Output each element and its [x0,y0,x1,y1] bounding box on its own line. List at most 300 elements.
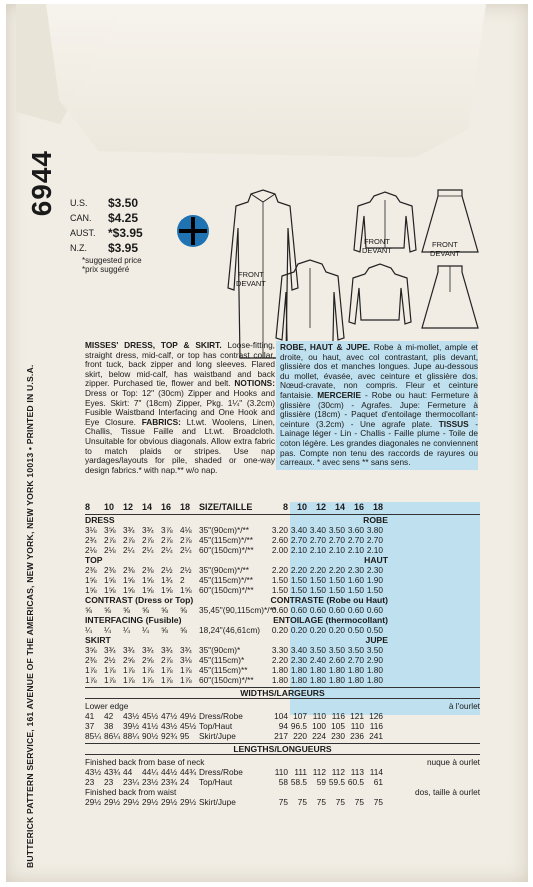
cell-metric: 2.10 [328,545,345,555]
section-title-en: SKIRT [85,635,111,645]
table-row [85,605,480,615]
cell-metric: 1.50 [271,585,288,595]
cell-metric: 2.20 [328,565,345,575]
cell-metric: 2.00 [271,545,288,555]
cell-metric: 0.20 [328,625,345,635]
cell-imperial: ⅝ [180,605,187,615]
cell-imperial: 3¾ [142,525,154,535]
table-row [85,585,480,595]
cell-imperial: 2½ [180,565,192,575]
table-row [85,625,480,635]
skirt-back-sketch [420,262,480,332]
cell-metric: 1.50 [328,575,345,585]
cell-metric: 1.80 [328,665,345,675]
cell-imperial: ⅝ [161,625,168,635]
front-label-dress: FRONT DEVANT [236,270,266,288]
cell-metric: 1.80 [366,675,383,685]
cell-metric: 3.50 [347,645,364,655]
cell-metric: 75 [354,797,364,807]
cell-metric: 59 [316,777,326,787]
cell-width-label: Top/Haut [199,777,233,787]
cell-width-label: 35"(90cm)* [199,645,241,655]
cell-width-label: Dress/Robe [199,767,243,777]
cell-metric: 1.50 [271,575,288,585]
cell-metric: 2.60 [328,655,345,665]
table-row [85,545,480,555]
cell-imperial: 23¼ [123,777,140,787]
cell-metric: 2.10 [290,545,307,555]
cell-metric: 3.80 [366,525,383,535]
cell-width-label: 35"(90cm)*/** [199,565,249,575]
cell-metric: 1.50 [309,575,326,585]
cell-imperial: 1⅞ [123,665,135,675]
section-title [85,555,480,565]
cell-imperial: ¼ [104,625,111,635]
cell-metric: 3.60 [347,525,364,535]
cell-metric: 121 [350,711,364,721]
cell-width-label: 45"(115cm)* [199,655,245,665]
table-row [85,711,480,721]
cell-metric: 2.30 [290,655,307,665]
size-label: 10 [104,502,115,512]
table-row [85,777,480,787]
price-row: N.Z. $3.95 [70,241,139,255]
cell-imperial: 2¼ [123,545,135,555]
section-title [85,615,480,625]
cell-imperial: 4⅛ [180,525,192,535]
cell-metric: 3.50 [328,525,345,535]
cell-metric: 0.50 [366,625,383,635]
cell-width-label: 45"(115cm)** [199,665,248,675]
size-header-row [85,502,480,515]
cell-imperial: 2⅞ [161,535,173,545]
cell-imperial: 2¼ [142,545,154,555]
cell-imperial: 2¾ [85,535,97,545]
cell-metric: 114 [369,767,383,777]
cell-imperial: 2⅛ [104,545,116,555]
price-note-en: *suggested price [82,256,142,265]
cell-width-label: 60"(150cm)*/** [199,675,254,685]
cell-metric: 2.30 [347,565,364,575]
cell-imperial: ¼ [123,625,130,635]
cell-imperial: 29½ [104,797,121,807]
cell-metric: 1.50 [290,575,307,585]
cell-imperial: 1¾ [161,575,173,585]
description-french: ROBE, HAUT & JUPE. Robe à mi-mollet, ample et droite, ou haut, avec col contrastant, plis devant, glissière dos et manches longues. Jupe au-dessous du mollet, évasée, avec ceinture et glissière dos. Nœud-cravate, non compris. Fleur et ceinture fantaisie. MERCERIE - Robe ou haut: Fermeture à glissière (30cm) - Agrafes. Jupe: Fermeture à glissière (18cm) - Paquet d'entoilage thermocollant-ceinture (3.2cm) - Une agrafe plate. TISSUS - Lainage léger - Lin - Challis - Faille plume - Toile de coton légère. Les grandes diagonales ne conviennent pas. Compte non tenu des raccords de rayures ou carreaux. * avec sens ** sans sens. [276,341,478,470]
size-label: 14 [334,502,345,512]
table-row [85,797,480,807]
cell-imperial: 2⅛ [85,545,97,555]
cell-metric: 2.70 [347,655,364,665]
cell-imperial: ⅝ [161,605,168,615]
cell-metric: 0.60 [309,605,326,615]
cell-width-label: 60"(150cm)*/** [199,545,254,555]
cell-imperial: 29½ [180,797,197,807]
cell-imperial: 2¼ [161,545,173,555]
lengths-subheader [85,757,480,767]
cell-metric: 112 [312,767,326,777]
table-row [85,565,480,575]
cell-imperial: 2⅜ [123,565,135,575]
cell-width-label: Skirt/Jupe [199,797,236,807]
cell-imperial: 44½ [161,767,178,777]
cell-metric: 217 [274,731,288,741]
cell-metric: 111 [294,767,307,777]
section-title-fr: ENTOILAGE (thermocollant) [273,615,388,625]
table-row [85,655,480,665]
cell-metric: 3.50 [366,645,383,655]
cell-metric: 1.50 [328,585,345,595]
cell-imperial: 44¼ [142,767,159,777]
lengths-sub-en: Finished back from base of neck [85,757,205,767]
cell-imperial: 1⅝ [85,585,97,595]
cell-imperial: 29½ [161,797,178,807]
cell-metric: 2.60 [271,535,288,545]
publisher-line: BUTTERICK PATTERN SERVICE, 161 AVENUE OF THE AMERICAS, NEW YORK, NEW YORK 10013 • PRINTED IN U.S.A. [25,364,35,868]
section-title-en: DRESS [85,515,115,525]
cell-metric: 236 [350,731,364,741]
cell-imperial: 1⅝ [180,585,192,595]
cell-imperial: ⅝ [180,625,187,635]
cell-metric: 0.20 [271,625,288,635]
size-label: 16 [161,502,172,512]
lengths-subheader [85,787,480,797]
section-title [85,595,480,605]
cell-imperial: 1⅞ [104,675,116,685]
cell-metric: 3.20 [271,525,288,535]
section-title-en: INTERFACING (Fusible) [85,615,182,625]
cell-metric: 2.20 [271,655,288,665]
cell-imperial: ⅝ [123,605,130,615]
cell-metric: 224 [312,731,326,741]
size-label: 16 [353,502,364,512]
cell-imperial: 2⅝ [142,655,154,665]
price-list [70,196,143,274]
section-title-en: TOP [85,555,103,565]
cell-imperial: 23¾ [161,777,178,787]
cell-imperial: 45½ [142,711,159,721]
cell-imperial: 42 [104,711,114,721]
cell-metric: 75 [316,797,326,807]
cell-width-label: 18,24"(46,61cm) [199,625,261,635]
price-row: CAN. $4.25 [70,211,139,225]
lengths-sub-en: Finished back from waist [85,787,177,797]
cell-imperial: 1⅞ [180,665,192,675]
table-row [85,731,480,741]
cell-metric: 116 [369,721,383,731]
cell-metric: 0.60 [290,605,307,615]
cell-metric: 60.5 [347,777,364,787]
cell-metric: 110 [274,767,288,777]
front-label-top: FRONT DEVANT [362,237,392,255]
cell-imperial: 95 [180,731,190,741]
cell-metric: 105 [331,721,345,731]
cell-imperial: 43½ [161,721,178,731]
front-label-skirt: FRONT DEVANT [430,240,460,258]
cell-metric: 2.40 [309,655,326,665]
cell-metric: 0.60 [271,605,288,615]
cell-imperial: 45½ [180,721,197,731]
cell-imperial: 41½ [142,721,159,731]
cell-imperial: 3⅞ [161,525,173,535]
widths-subheader [85,701,480,711]
cell-imperial: 3¾ [161,645,173,655]
cell-imperial: 2⅞ [104,535,116,545]
cell-imperial: 2⅞ [123,535,135,545]
cell-imperial: 2⅜ [85,655,97,665]
cell-metric: 2.10 [366,545,383,555]
cell-imperial: 29½ [142,797,159,807]
cell-imperial: 1⅞ [104,665,116,675]
cell-metric: 1.80 [328,675,345,685]
cell-imperial: 2⅜ [104,565,116,575]
cell-metric: 113 [350,767,364,777]
cell-metric: 2.70 [290,535,307,545]
cell-imperial: 2 [180,575,185,585]
cell-imperial: 47½ [161,711,178,721]
cell-metric: 3.50 [328,645,345,655]
cell-metric: 75 [373,797,383,807]
cell-metric: 1.50 [309,585,326,595]
cell-metric: 116 [331,711,345,721]
cell-imperial: ⅝ [142,605,149,615]
cell-metric: 241 [369,731,383,741]
cell-metric: 3.30 [271,645,288,655]
cell-imperial: 85¼ [85,731,102,741]
section-title [85,515,480,525]
cell-imperial: 44¾ [180,767,197,777]
size-label: 10 [296,502,307,512]
cell-imperial: 2⅝ [123,655,135,665]
cell-imperial: 41 [85,711,95,721]
cell-width-label: 45"(115cm)*/** [199,575,253,585]
cell-metric: 75 [278,797,288,807]
cell-imperial: 2⅞ [180,535,192,545]
cell-imperial: 2⅜ [85,565,97,575]
cell-metric: 58 [278,777,288,787]
cell-imperial: 23 [85,777,95,787]
cell-metric: 3.40 [290,645,307,655]
table-row [85,575,480,585]
cell-imperial: 49½ [180,711,197,721]
cell-metric: 2.20 [309,565,326,575]
cell-imperial: 86¼ [104,731,121,741]
table-row [85,535,480,545]
cell-metric: 94 [278,721,288,731]
cell-imperial: 90½ [142,731,159,741]
cell-metric: 2.20 [290,565,307,575]
cell-metric: 75 [297,797,307,807]
size-label: 18 [372,502,383,512]
cell-metric: 1.60 [347,575,364,585]
price-note-fr: *prix suggéré [82,265,130,274]
size-label: 12 [123,502,134,512]
cell-metric: 75 [335,797,345,807]
cell-metric: 3.40 [290,525,307,535]
cell-imperial: 2⅜ [142,565,154,575]
cell-imperial: 3⅛ [180,655,192,665]
cell-metric: 0.60 [347,605,364,615]
cell-metric: 1.80 [309,665,326,675]
cell-metric: 0.20 [309,625,326,635]
cell-width-label: 35,45"(90,115cm)*/** [199,605,277,615]
cell-metric: 230 [331,731,345,741]
cell-metric: 1.80 [309,675,326,685]
description-english: MISSES' DRESS, TOP & SKIRT. Loose-fitting, straight dress, mid-calf, or top has contrast collar, front tuck, back zipper and long sleeves. Flared skirt, below mid-calf, has waistband and back zipper. Purchased tie, flower and belt. NOTIONS: Dress or Top: 12" (30cm) Zipper and Hooks and Eyes. Skirt: 7" (18cm) Zipper, Pkg. 1¼" (3.2cm) Fusible Waistband Interfacing and One Hook and Eye Closure. FABRICS: Lt.wt. Woolens, Linen, Challis, Tissue Faille and Lt.wt. Broadcloth. Unsuitable for obvious diagonals. Allow extra fabric to match plaids or stripes. Use nap yardages/layouts for pile, shaded or one-way design fabrics.* with nap.** w/o nap. [85,340,275,475]
cell-metric: 1.80 [271,665,288,675]
size-title: SIZE/TAILLE [199,502,253,512]
cell-imperial: 24 [180,777,190,787]
cell-metric: 59.5 [328,777,345,787]
cell-imperial: 2⅞ [161,655,173,665]
cell-metric: 1.80 [290,665,307,675]
cell-metric: 3.50 [309,645,326,655]
cell-metric: 1.80 [347,665,364,675]
cell-metric: 1.80 [366,665,383,675]
cell-imperial: 92¾ [161,731,178,741]
cell-imperial: ⅝ [85,605,92,615]
envelope-top-flap [46,4,486,164]
cell-metric: 2.70 [347,535,364,545]
cell-imperial: 2⅞ [142,535,154,545]
cell-width-label: 35"(90cm)*/** [199,525,249,535]
cell-metric: 0.60 [328,605,345,615]
cell-width-label: 60"(150cm)*/** [199,585,254,595]
size-label: 8 [85,502,91,512]
cell-imperial: 1⅞ [180,675,192,685]
lengths-sub-fr: nuque à ourlet [426,757,480,767]
lengths-sub-fr: dos, taille à ourlet [414,787,480,797]
cell-imperial: 2½ [104,655,116,665]
cell-metric: 58.5 [290,777,307,787]
cell-imperial: 3¾ [123,645,135,655]
cell-imperial: 3¾ [142,645,154,655]
cell-imperial: 1⅝ [123,575,135,585]
cell-imperial: 3⅝ [104,525,116,535]
size-label: 14 [142,502,153,512]
cell-metric: 0.60 [366,605,383,615]
cell-metric: 1.80 [347,675,364,685]
price-row: U.S. $3.50 [70,196,139,210]
cell-imperial: 3¾ [123,525,135,535]
cell-imperial: 37 [85,721,95,731]
cell-imperial: 39½ [123,721,140,731]
cell-metric: 1.50 [366,585,383,595]
section-title-fr: CONTRASTE (Robe ou Haut) [270,595,388,605]
table-row [85,525,480,535]
cell-metric: 1.50 [347,585,364,595]
cell-metric: 1.80 [290,675,307,685]
table-row [85,675,480,685]
table-row [85,645,480,655]
cell-metric: 2.70 [366,535,383,545]
cell-metric: 61 [373,777,383,787]
cell-width-label: Dress/Robe [199,711,243,721]
cell-imperial: 1⅝ [161,585,173,595]
cell-width-label: 45"(115cm)*/** [199,535,253,545]
cell-imperial: 23 [104,777,114,787]
cell-imperial: 2½ [161,565,173,575]
cell-imperial: 1⅝ [123,585,135,595]
cell-imperial: 1⅞ [161,675,173,685]
cell-imperial: 1⅞ [142,675,154,685]
cell-metric: 107 [293,711,307,721]
cell-metric: 2.10 [309,545,326,555]
table-row [85,665,480,675]
cell-imperial: 43½ [85,767,102,777]
cell-metric: 2.20 [271,565,288,575]
table-row [85,721,480,731]
cell-metric: 3.40 [309,525,326,535]
cell-imperial: ¼ [85,625,92,635]
cell-metric: 2.10 [347,545,364,555]
cell-imperial: 43¾ [104,767,121,777]
lengths-header: LENGTHS/LONGUEURS [85,743,480,755]
cell-metric: 100 [312,721,326,731]
cell-metric: 112 [331,767,345,777]
easy-pattern-symbol-icon [177,215,209,247]
price-row: AUST. *$3.95 [70,226,143,240]
cell-imperial: 1⅞ [142,665,154,675]
cell-imperial: 1⅝ [142,585,154,595]
cell-imperial: 1⅞ [161,665,173,675]
cell-imperial: 3¾ [104,645,116,655]
cell-imperial: 3¾ [180,645,192,655]
cell-imperial: 3⅛ [85,525,97,535]
cell-imperial: 2¼ [180,545,192,555]
size-label: 18 [180,502,191,512]
cell-metric: 110 [312,711,326,721]
section-title-en: CONTRAST (Dress or Top) [85,595,194,605]
size-label: 8 [282,502,288,512]
cell-imperial: 1⅝ [104,585,116,595]
pattern-number: 6944 [26,150,57,217]
cell-imperial: 1⅞ [85,665,97,675]
cell-metric: 1.50 [290,585,307,595]
cell-metric: 104 [274,711,288,721]
cell-imperial: 38 [104,721,114,731]
cell-width-label: Top/Haut [199,721,233,731]
size-label: 12 [315,502,326,512]
widths-header: WIDTHS/LARGEURS [85,687,480,699]
cell-imperial: 29½ [85,797,102,807]
section-title-fr: JUPE [365,635,388,645]
cell-metric: 2.30 [366,565,383,575]
cell-imperial: 29½ [123,797,140,807]
cell-metric: 2.70 [328,535,345,545]
cell-imperial: ⅝ [104,605,111,615]
cell-imperial: 1⅞ [123,675,135,685]
cell-imperial: 1⅞ [85,675,97,685]
cell-metric: 1.90 [366,575,383,585]
cell-imperial: 1⅝ [85,575,97,585]
widths-sub-fr: à l'ourlet [448,701,480,711]
cell-imperial: ¼ [142,625,149,635]
section-title [85,635,480,645]
cell-imperial: 88¼ [123,731,140,741]
cell-imperial: 43½ [123,711,140,721]
widths-sub-en: Lower edge [85,701,129,711]
cell-imperial: 3⅝ [85,645,97,655]
cell-imperial: 1⅝ [104,575,116,585]
cell-imperial: 1⅝ [142,575,154,585]
top-back-sketch [345,262,415,332]
cell-metric: 0.50 [347,625,364,635]
cell-metric: 1.80 [271,675,288,685]
cell-imperial: 23½ [142,777,159,787]
table-row [85,767,480,777]
section-title-fr: HAUT [364,555,388,565]
